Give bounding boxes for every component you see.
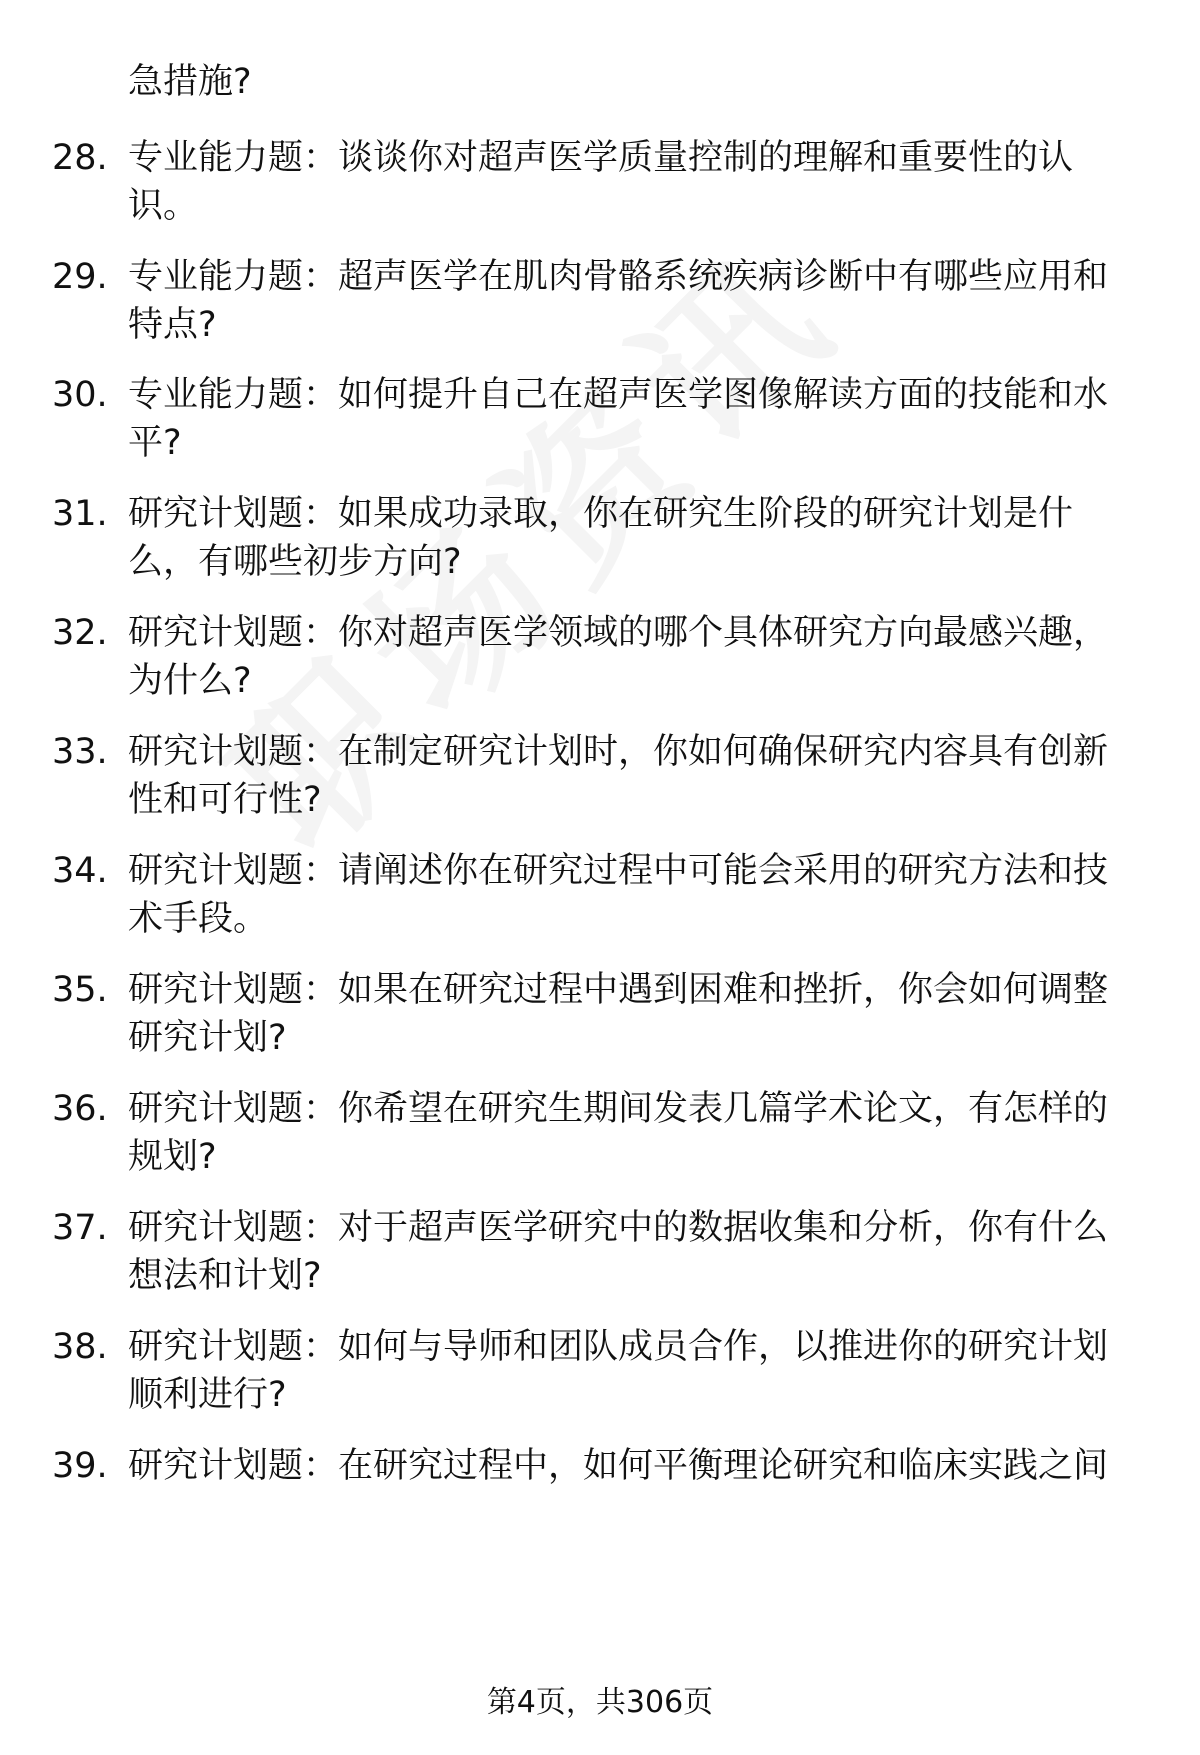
- question-text: 研究计划题：在研究过程中，如何平衡理论研究和临床实践之间: [128, 1446, 1109, 1486]
- question-number: 39.: [52, 1446, 108, 1486]
- question-number: 33.: [52, 732, 108, 772]
- question-text: 研究计划题：在制定研究计划时，你如何确保研究内容具有创新性和可行性?: [128, 732, 1109, 820]
- question-number: 31.: [52, 494, 108, 534]
- page-footer: 第4页，共306页: [486, 1685, 714, 1720]
- question-number: 29.: [52, 257, 108, 297]
- question-text: 专业能力题：谈谈你对超声医学质量控制的理解和重要性的认识。: [128, 138, 1074, 226]
- question-number: 34.: [52, 851, 108, 891]
- question-text: 研究计划题：如何与导师和团队成员合作，以推进你的研究计划顺利进行?: [128, 1327, 1109, 1415]
- question-number: 32.: [52, 613, 108, 653]
- question-text: 研究计划题：你希望在研究生期间发表几篇学术论文，有怎样的规划?: [128, 1089, 1109, 1177]
- question-number: 35.: [52, 970, 108, 1010]
- question-number: 37.: [52, 1208, 108, 1248]
- question-number: 36.: [52, 1089, 108, 1129]
- question-text: 研究计划题：请阐述你在研究过程中可能会采用的研究方法和技术手段。: [128, 851, 1109, 939]
- question-text: 研究计划题：如果在研究过程中遇到困难和挫折，你会如何调整研究计划?: [128, 970, 1109, 1058]
- question-text: 研究计划题：对于超声医学研究中的数据收集和分析，你有什么想法和计划?: [128, 1208, 1109, 1296]
- question-number: 38.: [52, 1327, 108, 1367]
- question-number: 30.: [52, 375, 108, 415]
- question-text: 研究计划题：如果成功录取，你在研究生阶段的研究计划是什么，有哪些初步方向?: [128, 494, 1074, 582]
- question-text: 研究计划题：你对超声医学领域的哪个具体研究方向最感兴趣，为什么?: [128, 613, 1109, 701]
- question-text: 专业能力题：如何提升自己在超声医学图像解读方面的技能和水平?: [128, 375, 1109, 463]
- question-text: 专业能力题：超声医学在肌肉骨骼系统疾病诊断中有哪些应用和特点?: [128, 257, 1109, 345]
- question-number: 28.: [52, 138, 108, 178]
- continued-text: 急措施?: [128, 62, 252, 102]
